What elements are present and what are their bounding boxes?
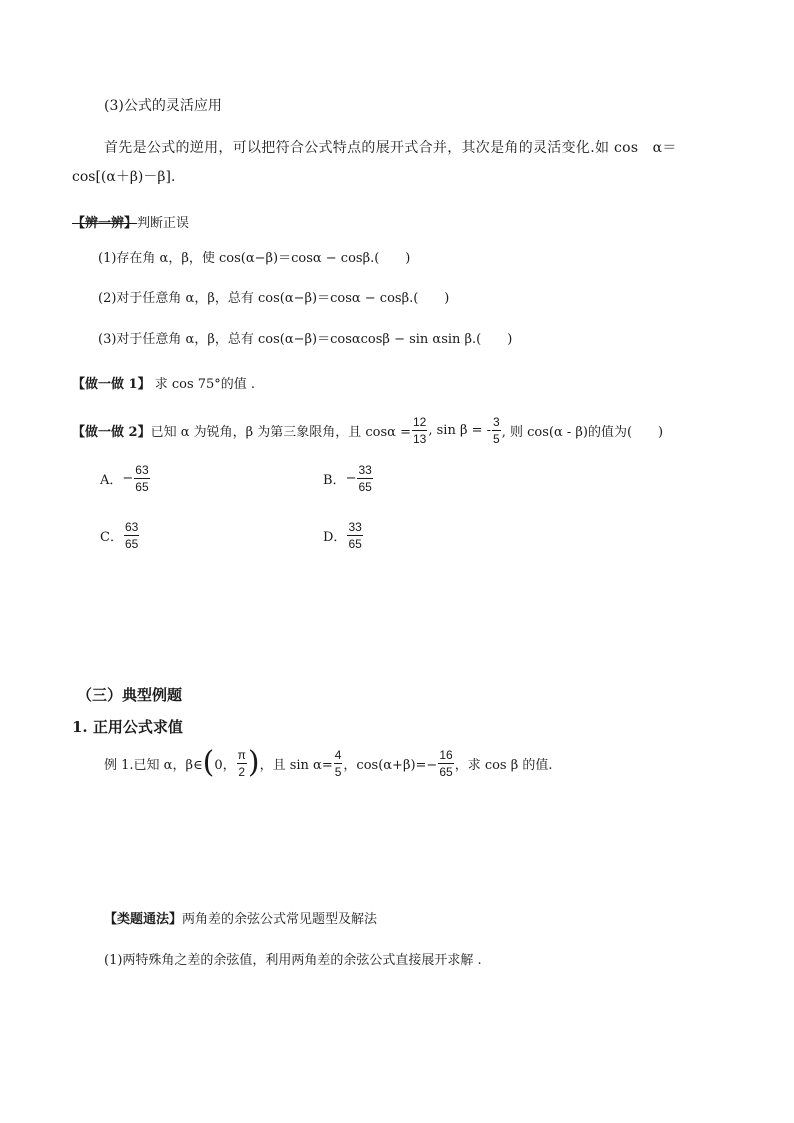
- try1-text: 求 cos 75°的值 .: [154, 377, 256, 392]
- option-c: C． $\frac{63}{65}$: [100, 520, 139, 551]
- example-1-fraction-sin: $\frac{4}{5}$: [334, 747, 342, 779]
- judge-tag: 【辨一辨】: [72, 216, 138, 231]
- example-1-fraction-cos: $\frac{16}{65}$: [439, 747, 453, 779]
- option-a: A． − $\frac{63}{65}$: [100, 463, 149, 494]
- method-header: [104, 908, 377, 927]
- judge-item-2: (2)对于任意角 α，β，总有 cos(α−β)＝cosα − cosβ.( ): [98, 291, 450, 306]
- method-tag: 【类题通法】: [104, 912, 183, 927]
- option-b: B． − $\frac{33}{65}$: [323, 463, 372, 494]
- try1-tag: 【做一做 1】: [72, 377, 151, 392]
- example-1-pi-over-2: $\frac{\pi}{2}$: [237, 747, 246, 779]
- try2-text-a: 已知 α 为锐角，β 为第三象限角，且 cosα =: [150, 425, 411, 440]
- option-c-fraction: $\frac{63}{65}$: [124, 520, 139, 551]
- try1: [72, 373, 255, 392]
- examples-subheading: 1. 正用公式求值: [72, 718, 183, 736]
- try2-fraction-sin: $\frac{3}{5}$: [493, 415, 500, 446]
- judge-header: [72, 212, 189, 231]
- judge-item-3: (3)对于任意角 α，β，总有 cos(α−β)＝cosαcosβ − sin αsin β.( ): [98, 332, 513, 347]
- try2-text-c: , 则 cos(α - β)的值为( ): [501, 425, 664, 440]
- section-paragraph-line2: cos[(α＋β)－β].: [72, 169, 176, 185]
- section-heading: (3)公式的灵活应用: [104, 98, 222, 114]
- judge-title: 判断正误: [137, 216, 190, 231]
- option-b-fraction: $\frac{33}{65}$: [358, 463, 372, 494]
- try2-question: [72, 416, 663, 445]
- option-d: D． $\frac{33}{65}$: [323, 520, 362, 551]
- section-paragraph-line1: 首先是公式的逆用，可以把符合公式特点的展开式合并，其次是角的灵活变化.如 cos α＝: [104, 140, 677, 156]
- try2-text-b: , sin β = -: [428, 423, 492, 438]
- try2-tag: 【做一做 2】: [72, 425, 151, 440]
- method-item-1: (1)两特殊角之差的余弦值，利用两角差的余弦公式直接展开求解 .: [104, 953, 482, 968]
- option-a-fraction: $\frac{63}{65}$: [135, 463, 149, 494]
- example-1: 例 1.已知 α，β∈ ( 0， $\frac{\pi}{2}$ ) ，且 sin α= $\frac{4}{5}$ ，cos(α+β)=− $\frac{16}{65}$ ，求 cos β 的值.: [104, 745, 553, 780]
- option-d-fraction: $\frac{33}{65}$: [348, 520, 362, 551]
- method-title: 两角差的余弦公式常见题型及解法: [182, 912, 378, 927]
- judge-item-1: (1)存在角 α，β，使 cos(α−β)＝cosα − cosβ.( ): [98, 251, 411, 266]
- try2-fraction-cos: $\frac{12}{13}$: [413, 415, 427, 446]
- examples-heading: （三）典型例题: [77, 686, 183, 704]
